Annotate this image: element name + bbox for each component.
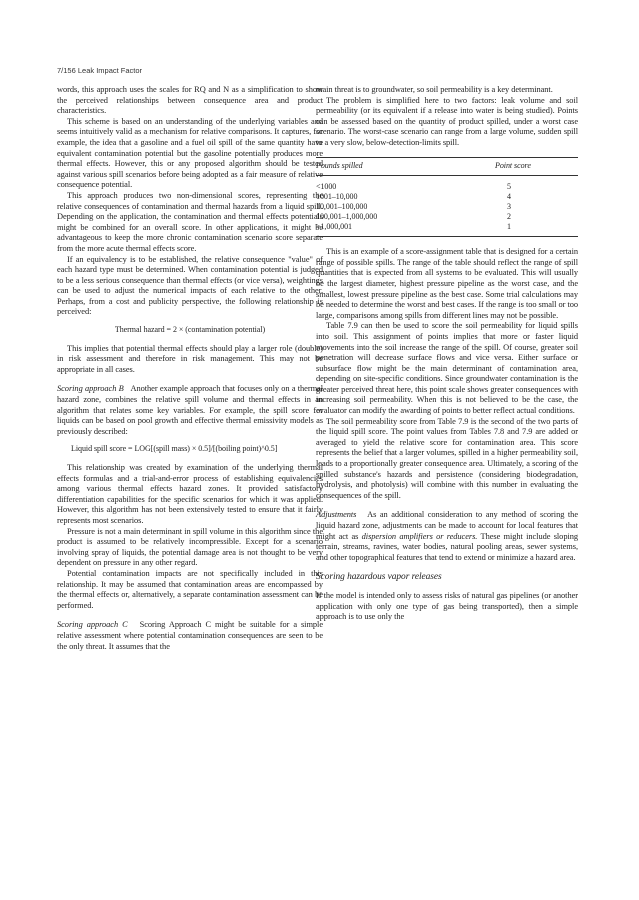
paragraph: This relationship was created by examination of the underlying thermal effects formulas and a trial-and-error process of establishing equivalencies among various thermal effects hazard zones. It provided satisfactory differentiation capabilities for the specific scenarios for which it was applied. However, this algorithm has not been extensively tested to ensure that it fairly represents most scenarios. [57,463,323,525]
paragraph: main threat is to groundwater, so soil permeability is a key determinant. [316,85,553,94]
approach-c-label: Scoring approach C [57,620,128,630]
formula-thermal-hazard: Thermal hazard = 2 × (contamination potential) [114,325,266,335]
approach-c-text: Scoring Approach C might be suitable for a simple relative assessment where potential contamination consequences are seen to be the only threat. It assumes that the [57,620,324,651]
table-row: <1000 5 [316,182,511,192]
approach-b-label: Scoring approach B [57,384,124,394]
paragraph: If the model is intended only to assess risks of natural gas pipelines (or another application with only one type of gas being transported), then a simple approach is to use only the [316,590,578,622]
table-header-score: Point score [399,157,578,176]
paragraph: The soil permeability score from Table 7.9 is the second of the two parts of the liquid spill score. The point values from Tables 7.8 and 7.9 are added or averaged to yield the relative score for contamination area. This score represents the belief that a larger volumes, spilled in a higher permeability soil, leads to a proportionally greater consequence area. Ultimately, a scoring of the spilled substance's hazards and persistence (considering biodegradation, hydrolysis, and photolysis) will combine with this number in evaluating the consequences of the spill. [316,416,578,500]
table-row: >1,000,001 1 [316,222,578,237]
approach-b-text: Another example approach that focuses only on a thermal hazard zone, combines the relative spill volume and thermal effects in an algorithm that relates some key variables. For example, the spill score for liquids can be based on pool growth and effective thermal emissivity models as previously described: [57,384,323,436]
table-row: 100,001–1,000,000 2 [316,212,511,222]
paragraph: Potential contamination impacts are not specifically included in this relationship. It may be assumed that contamination areas are encompassed by the thermal effects or, alternatively, a separate contamination assessment can be performed. [57,568,323,610]
paragraph: This implies that potential thermal effects should play a larger role (double) in risk assessment and therefore in risk management. This may not be appropriate in all cases. [57,343,323,374]
table-header-pounds: Pounds spilled [316,157,399,176]
paragraph: words, this approach uses the scales for RQ and N as a simplification to show the perceived relationships between consequence area and product characteristics. [57,85,323,116]
spill-points-table [316,157,578,238]
paragraph: This scheme is based on an understanding of the underlying variables and seems intuitively valid as a mechanism for relative comparisons. It captures, for example, the idea that a gasoline and a fuel oil spill of the same quantity have equivalent contamination potential but the gasoline potentially produces more thermal effects. However, this or any proposed algorithm should be tested against various spill scenarios before being adopted as a fair measure of relative consequence potential. [57,116,323,190]
adjustments-label: Adjustments [316,510,357,520]
approach-b-paragraph [57,384,323,437]
table-row: 1001–10,000 4 [316,192,511,202]
running-header: 7/156 Leak Impact Factor [57,66,143,75]
paragraph: This is an example of a score-assignment table that is designed for a certain range of possible spills. The range of the table should reflect the range of spill quantities that is expected from all systems to be evaluated. This will usually be the largest diameter, highest pressure pipeline as the worst case, and the smallest, lowest pressure pipeline as the best case. Some trial calculations may be needed to determine the worst and best cases. If the range is too small or too large, comparisons among spills from different lines may not be possible. [316,247,578,320]
left-column [57,85,323,652]
section-heading: Scoring hazardous vapor releases [316,572,442,583]
formula-liquid-spill-score: Liquid spill score = LOG[(spill mass) × 0.5]/[(boiling point)^0.5] [71,444,278,454]
paragraph: The problem is simplified here to two factors: leak volume and soil permeability (or its equivalent if a release into water is being studied). Points can be assessed based on the quantity of product spilled, under a worst case scenario. The worst-case scenario can range from a large volume, sudden spill to a very slow, below-detection-limits spill. [316,95,578,147]
adjustments-paragraph: Adjustments As an additional consideration to any method of scoring the liquid hazard zone, adjustments can be made to account for local features that might act as dispersion amplifiers or reducers. These might include sloping terrain, streams, ravines, water bodies, natural pooling areas, sewer systems, and other topographical features that tend to extend or minimize a hazard area. [316,510,579,562]
approach-c-paragraph [57,620,323,652]
paragraph: Pressure is not a main determinant in spill volume in this algorithm since the product is assumed to be relatively incompressible. Except for a scenario involving spray of liquids, the potential damage area is not thought to be very dependent on pressure in any other regard. [57,526,323,568]
paragraph: If an equivalency is to be established, the relative consequence "value" of each hazard type must be determined. When contamination potential is judged to be a less serious consequence than thermal effects (or vice versa), weightings can be used to adjust the numerical impacts of each relative to the other. Perhaps, from a cost and publicity perspective, the following relationship is perceived: [57,254,323,317]
paragraph: This approach produces two non-dimensional scores, representing the relative consequences of contamination and thermal hazards from a liquid spill. Depending on the application, the contamination and thermal effects potentials might be combined for an overall score. In other applications, it might be advantageous to keep the more chronic contamination scenario score separate from the more acute thermal effects score. [57,190,323,253]
table-row: 10,001–100,000 3 [316,202,511,212]
right-column [316,85,578,623]
paragraph: Table 7.9 can then be used to score the soil permeability for liquid spills into soil. This assignment of points implies that more or faster liquid movements into the soil increase the range of the spill. Of course, greater soil penetration will decrease surface flows and vice versa. Either surface or subsurface flow might be the main determinant of contamination area, depending on site-specific conditions. Since groundwater contamination is the greater perceived threat here, this point scale shows greater consequences with increasing soil permeability. When this is not believed to be the case, the evaluator can modify the awarding of points to better reflect actual conditions. [316,321,578,416]
